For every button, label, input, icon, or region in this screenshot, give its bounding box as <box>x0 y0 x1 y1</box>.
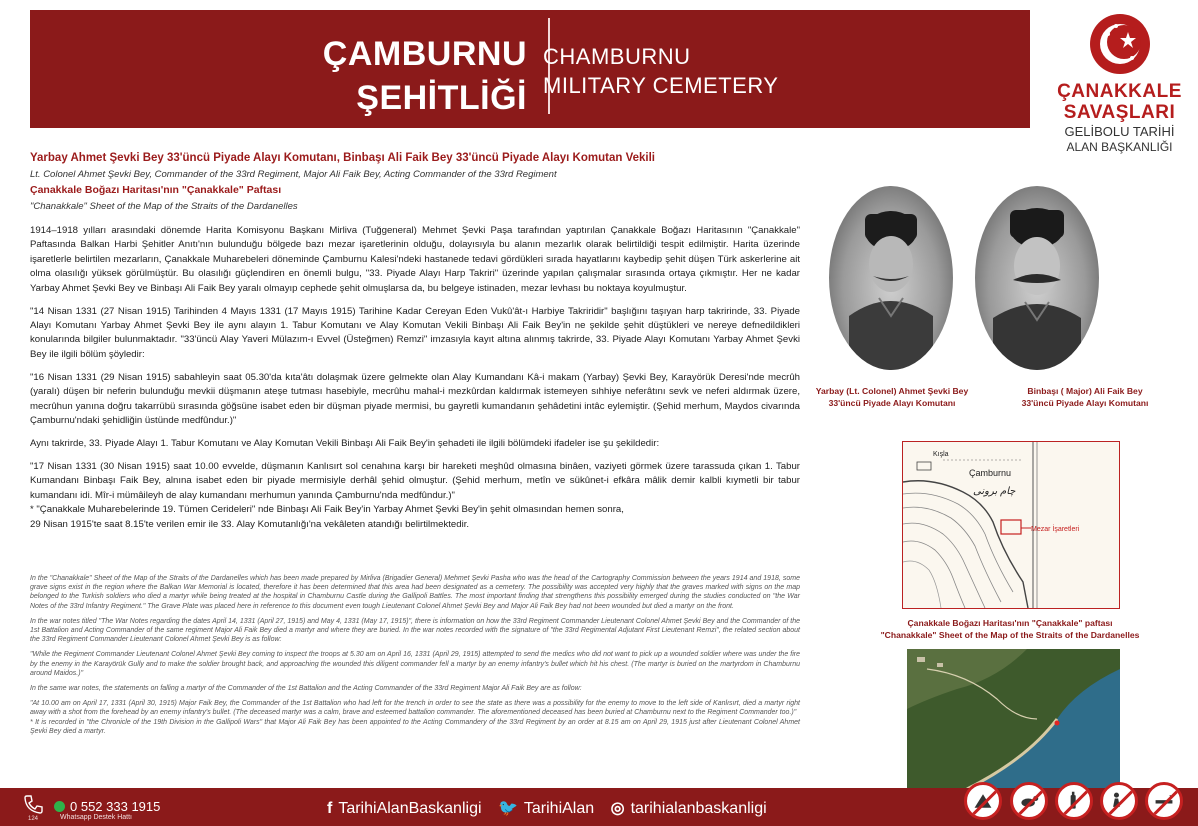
historical-map <box>902 441 1120 609</box>
note-line: * "Çanakkale Muharebelerinde 19. Tümen Cerideleri" nde Binbaşı Ali Faik Bey'in Yarbay Ahmet Şevki Bey'in şehit olmasından hemen sonra, <box>30 504 624 516</box>
map-drawing <box>903 442 1119 608</box>
twitter-link[interactable] <box>498 800 600 817</box>
caption-line: Yarbay (Lt. Colonel) Ahmet Şevki Bey <box>815 386 969 396</box>
logo-line1: ÇANAKKALE <box>1057 81 1182 102</box>
caption-line: 33'üncü Piyade Alayı Komutanı <box>1021 398 1149 408</box>
instagram-handle: tarihialanbaskanligi <box>630 800 767 817</box>
paragraph: "14 Nisan 1331 (27 Nisan 1915) Tarihinden 4 Mayıs 1331 (17 Mayıs 1915) Tarihine Kadar Cereyan Eden Vukû'ât-ı Harbiye Takriridir" başlığını taşıyan harp takririnde, 33. Piyade Alayı Komutanı Yarbay Ahmet Şevki Bey ile aynı alayın 1. Tabur Komutanı ve Alay Komutan Vekili Binbaşı Ali Faik Bey'in ne şekilde şehit düştükleri ve nereye defnedildikleri konularında bilgiler bulunmaktadır. "33'üncü Alay Yaveri Mülazım-ı Evvel (Üsteğmen) Remzi" imzasıyla kayıt altına alınmış takrirde, 33. Piyade Alayı Komutanı Yarbay Ahmet Şevki Bey ile ilgili bölüm şöyledir: <box>30 305 800 360</box>
paragraph-en: "While the Regiment Commander Lieutenant Colonel Ahmet Şevki Bey coming to inspect the troops at 5.30 am on April 16, 1331 (April 29, 1915) attempted to send the medics who did not want to pick up a wounded soldier where was under the fire by the enemy in the Karayörük Gully and to make the soldier brought back, and approaching the wounded this diligent commander fell a martyr by an enemy infantry's bullet which hit his chest. (The martyr is buried on the martyrdom in Chamburnu around Maidos.)" <box>30 651 800 677</box>
quote-paragraph: "17 Nisan 1331 (30 Nisan 1915) saat 10.00 evvelde, düşmanın Kanlısırt sol cenahına karşı bir hareketi meşhûd olmasına binâen, vaziyeti görmek üzere tarassuda çıkan 1. Tabur Kumandanı Binbaşı Faik Bey, alnına isabet eden bir piyade mermisiyle derhâl şehid olmuştur. (Şehid merhum, metîn ve sükûnet-i efkâra mâlik demir kalbli kıymetli bir tabur kumandanı idi. Mîr-i mümâileyh de alay kumandanı merhumun yanında Çamburnu'nda medfûndur.)" <box>30 461 800 501</box>
heading-en: Lt. Colonel Ahmet Şevki Bey, Commander of the 33rd Regiment, Major Ali Faik Bey, Acting Commander of the 33rd Regiment <box>30 169 557 180</box>
paragraph: 1914–1918 yılları arasındaki dönemde Harita Komisyonu Başkanı Mirliva (Tuğgeneral) Mehmet Şevki Paşa tarafından yaptırılan Çanakkale Boğazı Haritasının "Çanakkale" Paftasında Balkan Harbi Şehitler Anıtı'nın bulunduğu bölgede bazı mezar işaretlerinin olduğu, dolayısıyla bu alanın mezarlık olarak belirtildiği tespit edilmiştir. Harita üzerinde işaretlerle belirtilen mezarların, Çanakkale Muharebeleri döneminde Çamburnu Kalesi'ndeki hastanede tedavi gördükleri sırada hayatlarını kaybedip şehit düşen Türk askerlerine ait olma olasılığı yüksek görülmüştür. Bu olasılığı güçlendiren en önemli bulgu, "33. Piyade Alayı Harp Takriri" üzerinde yapılan çalışmalar sırasında ortaya çıkmıştır. Her ne kadar Yarbay Ahmet Şevki Bey ve Binbaşı Ali Faik Bey yaralı olmayıp cephede şehit olmuşlarsa da, bu belgeye istinaden, mezar levhası bu noktaya koyulmuştur. <box>30 225 800 294</box>
twitter-icon: 🐦 <box>497 800 518 817</box>
instagram-icon: ◎ <box>610 800 625 817</box>
svg-text:چام برونی: چام برونی <box>973 486 1016 497</box>
title-en-line1: CHAMBURNU <box>543 44 691 69</box>
no-camping-icon <box>964 782 1002 820</box>
paragraph: Aynı takrirde, 33. Piyade Alayı 1. Tabur Komutanı ve Alay Komutan Vekili Binbaşı Ali Faik Bey'in şehadeti ile ilgili bölümdeki ifadeler ise şu şekildedir: <box>30 438 660 450</box>
crescent-star-emblem-icon <box>1088 12 1152 76</box>
satellite-photo <box>907 649 1120 789</box>
satellite-image <box>907 649 1120 789</box>
caption-line: 33'üncü Piyade Alayı Komutanı <box>828 398 956 408</box>
page-title-tr <box>30 32 527 120</box>
phone-subtext: Whatsapp Destek Hattı <box>60 814 132 821</box>
logo-line2: SAVAŞLARI <box>1063 102 1176 123</box>
map-heading-en: "Chanakkale" Sheet of the Map of the Straits of the Dardanelles <box>30 201 298 212</box>
map-heading-tr: Çanakkale Boğazı Haritası'nın "Çanakkale" Paftası <box>30 184 282 196</box>
no-alcohol-icon <box>1055 782 1093 820</box>
hotline-number-label: 124 <box>28 816 39 822</box>
heading-tr: Yarbay Ahmet Şevki Bey 33'üncü Piyade Alayı Komutanı, Binbaşı Ali Faik Bey 33'üncü Piyade Alayı Komutan Vekili <box>30 152 655 164</box>
map-caption-tr: Çanakkale Boğazı Haritası'nın "Çanakkale" paftası <box>907 618 1113 628</box>
phone-icon <box>22 793 44 815</box>
logo-line4: ALAN BAŞKANLIĞI <box>1066 140 1173 154</box>
body-text-tr <box>30 224 800 532</box>
map-label-kisla: Kışla <box>933 451 949 458</box>
page-title-en <box>543 42 778 100</box>
portrait-caption-1 <box>812 385 972 409</box>
body-text-en <box>30 574 800 742</box>
whatsapp-icon <box>54 801 65 812</box>
facebook-icon: f <box>327 800 333 817</box>
portrait-photo <box>975 186 1099 370</box>
no-pets-icon <box>1010 782 1048 820</box>
map-label-graves: Mezar İşaretleri <box>1031 526 1080 533</box>
map-caption <box>860 617 1160 641</box>
caption-line: Binbaşı ( Major) Ali Faik Bey <box>1027 386 1143 396</box>
portrait-caption-2 <box>1010 385 1160 409</box>
title-tr-line1: ÇAMBURNU <box>322 35 527 73</box>
portrait-photo <box>829 186 953 370</box>
facebook-link[interactable] <box>327 800 488 817</box>
paragraph-en: In the "Chanakkale" Sheet of the Map of the Straits of the Dardanelles which has been made prepared by Mirliva (Brigadier General) Mehmet Şevki Pasha who was the head of the Cartography Commission between the years 1914 and 1918, some grave signs exist in the region where the Balkan War Memorial is located, therefore it has been determined that this area had been designated as a cemetery. The possibility was accepted very highly that the graves marked with signs on the map belonged to the Turkish soldiers who died a martyr while being treated at the hospital in Chamburnu Castle during the Gallipoli Battles. The most important finding that strengthens this possibility emerged during the studies conducted on "the War Notes of the 33rd Infantry Regiment." The Grave Plate was placed here in reference to this document even tough Lieutenant Colonel Ahmet Şevki Bey and Major Ali Faik Bey had not been wounded but died a martyr on the front. <box>30 575 800 610</box>
instagram-link[interactable] <box>611 800 773 817</box>
paragraph-en: In the same war notes, the statements on falling a martyr of the Commander of the 1st Battalion and the Acting Commander of the 33rd Regiment Major Ali Faik Bey are as follow: <box>30 685 582 693</box>
institution-logo <box>1052 12 1187 162</box>
title-tr-line2: ŞEHİTLİĞİ <box>356 79 527 117</box>
header-banner <box>30 10 1030 128</box>
social-links <box>327 798 779 818</box>
logo-line3: GELİBOLU TARİHİ <box>1064 124 1175 139</box>
twitter-handle: TarihiAlan <box>523 800 595 817</box>
paragraph-en: In the war notes titled "The War Notes regarding the dates April 14, 1331 (April 27, 1915) and May 4, 1331 (May 17, 1915)", there is information on how the 33rd Regiment Commander Lieutenant Colonel Ahmet Şevki Bey and the Commander of the 1st Battalion and Acting Commander of the same regiment Major Ali Faik Bey died a martyr and where they are buried. In the war notes recorded with the signature of "the 33rd Regimental Adjutant First Lieutenant Remzi", the related section about the 33rd Regiment Commander Lieutenant Colonel Ahmet Şevki Bey is as follow: <box>30 617 800 644</box>
note-line: 29 Nisan 1915'te saat 8.15'te verilen emir ile 33. Alay Komutanlığı'na vekâleten atandığı belirtilmektedir. <box>30 518 470 530</box>
paragraph-en: "At 10.00 am on April 17, 1331 (April 30, 1915) Major Faik Bey, the Commander of the 1st Battalion who had left for the trench in order to see the state as there was a possibility for the enemy to move to the left side of Kanlısırt, died a martyr right away with a shot from the forehead by an enemy infantry's bullet. (The deceased martyr was a calm, brave and esteemed battalion commander. The aforementioned deceased has been buried at Chamburnu next to the Regiment Commander too.)" * It is recorded in "the Chronicle of the 19th Division in the Gallipoli Wars" that Major Ali Faik Bey has been appointed to the Acting Commandery of the 33rd Regiment by an order at 8.15 am on April 29, 1915 just after Lieutenant Colonel Ahmet Şevki Bey died a martyr. <box>30 700 800 735</box>
map-caption-en: "Chanakkale" Sheet of the Map of the Straits of the Dardanelles <box>880 630 1140 640</box>
facebook-handle: TarihiAlanBaskanligi <box>338 800 482 817</box>
no-littering-icon <box>1100 782 1138 820</box>
portrait-ahmet-sevki-bey <box>829 186 953 370</box>
paragraph: "16 Nisan 1331 (29 Nisan 1915) sabahleyin saat 05.30'da kıta'âtı dolaşmak üzere gelmekte olan Alay Kumandanı Kâ-i makam (Yarbay) Şevki Bey, Karayörük Deresi'nde mecrûh (yaralı) düşen bir neferin bulunduğu mevkii düşmanın ateşe tutması hasebiyle, mecrûhu mahal-i mezkûrdan kaldırmak istemeyen sıhhiye neferâtını sevk ve neferi aldırmak üzere, mecrûhun yanına doğru takarrübü sırasında göğsüne isabet eden bir düşman piyade mermisi, bu gayretli kumandanın şehâdetini intâc eylemiştir. (Şehid merhum, Maydos civarında Çamburnu'ndaki şehidliğin üstünde medfûndur.)" <box>30 371 800 427</box>
title-en-line2: MILITARY CEMETERY <box>543 73 779 98</box>
phone-number[interactable]: 0 552 333 1915 <box>70 799 161 814</box>
map-label-camburnu: Çamburnu <box>969 468 1012 478</box>
portrait-ali-faik-bey <box>975 186 1099 370</box>
no-smoking-icon <box>1145 782 1183 820</box>
